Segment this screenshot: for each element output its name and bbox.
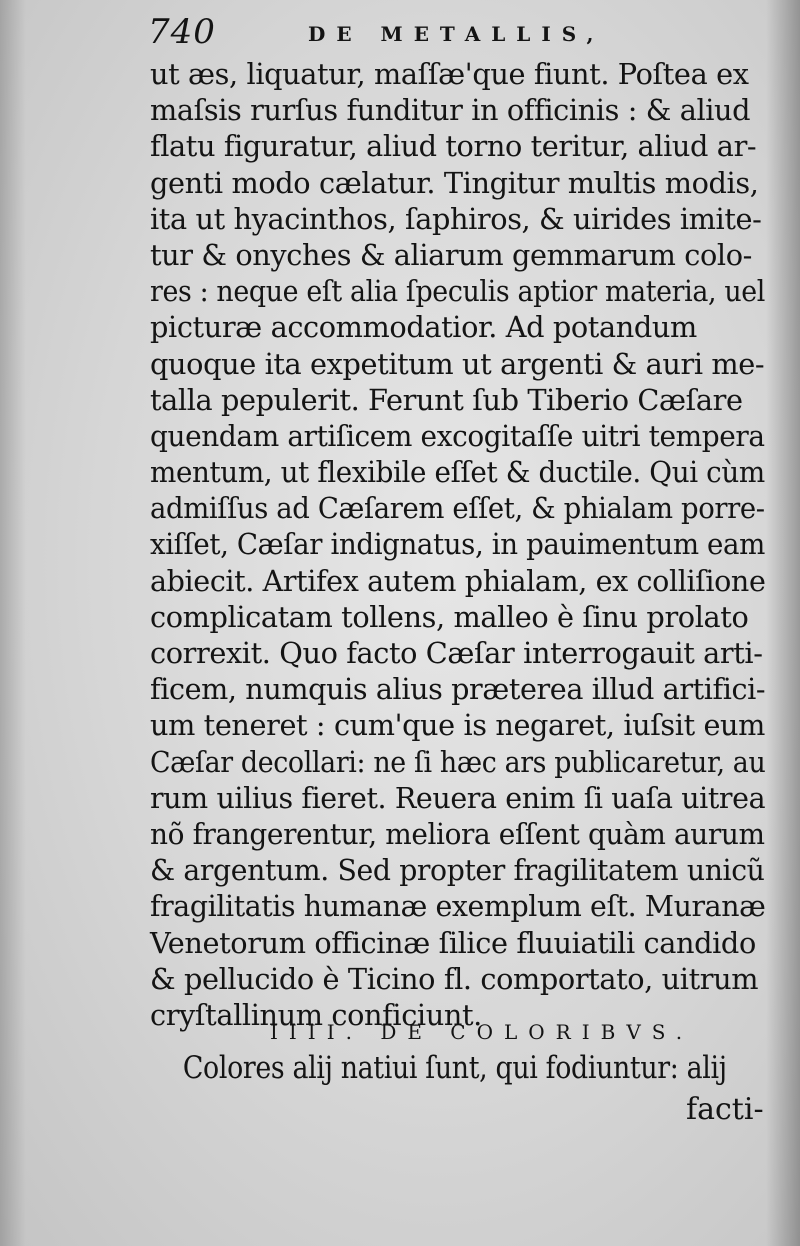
page-number: 740 — [148, 12, 216, 52]
text-line: cryſtallinum conficiunt. — [150, 997, 482, 1032]
running-head: DE METALLIS, — [308, 22, 605, 46]
text-line: admiſſus ad Cæſarem eſſet, & phialam porre- — [150, 491, 765, 526]
text-line: genti modo cælatur. Tingitur multis modis, — [150, 165, 759, 200]
text-line: quoque ita expetitum ut argenti & auri me- — [150, 346, 765, 381]
text-line: fragilitatis humanæ exemplum eſt. Muranæ — [150, 889, 766, 924]
text-line: picturæ accommodatior. Ad potandum — [150, 310, 697, 345]
text-line: Venetorum officinæ ſilice fluuiatili candido — [150, 925, 756, 960]
text-line: ut æs, liquatur, maſſæ'que fiunt. Poſtea ex — [150, 57, 749, 91]
text-line: & argentum. Sed propter fragilitatem unicũ — [150, 853, 765, 888]
section-heading: IIII. DE COLORIBVS. — [270, 1020, 694, 1044]
text-line: res : neque eſt alia ſpeculis aptior materia, uel — [150, 274, 766, 309]
body-text — [150, 56, 770, 1033]
text-line: nõ frangerentur, meliora eſſent quàm aurum — [150, 816, 765, 851]
text-line: Cæſar decollari: ne ſi hæc ars publicaretur, au — [150, 744, 766, 779]
text-line: tur & onyches & aliarum gemmarum colo- — [150, 237, 752, 272]
text-line: um teneret : cum'que is negaret, iuſsit eum — [150, 708, 765, 743]
text-line: correxit. Quo facto Cæſar interrogauit arti- — [150, 636, 763, 670]
next-paragraph — [150, 1050, 770, 1086]
text-line: ita ut hyacinthos, ſaphiros, & uirides imite- — [150, 201, 762, 236]
text-line: ficem, numquis alius præterea illud artifici- — [150, 672, 766, 707]
text-line: talla pepulerit. Ferunt ſub Tiberio Cæſare — [150, 382, 743, 417]
page-header — [148, 12, 768, 58]
text-line: rum uilius fieret. Reuera enim ſi uaſa uitrea — [150, 780, 766, 815]
text-line: & pellucido è Ticino fl. comportato, uitrum — [150, 961, 759, 996]
page-gutter-shadow — [0, 0, 26, 1246]
text-line: quendam artiſicem excogitaſſe uitri tempera — [150, 418, 765, 453]
text-line: Colores alij natiui ſunt, qui fodiuntur: alij — [182, 1050, 727, 1086]
text-line: complicatam tollens, malleo è ſinu prolato — [150, 599, 749, 634]
text-line: flatu figuratur, aliud torno teritur, aliud ar- — [150, 129, 757, 164]
catchword: facti- — [686, 1092, 764, 1127]
text-line: xiſſet, Cæſar indignatus, in pauimentum eam — [150, 527, 765, 562]
text-line: abiecit. Artifex autem phialam, ex colliſione — [150, 563, 766, 598]
page-edge-shadow — [766, 0, 800, 1246]
text-line: mentum, ut flexibile eſſet & ductile. Qui cùm — [150, 455, 765, 490]
text-line: maſsis rurſus funditur in officinis : & aliud — [150, 93, 751, 128]
